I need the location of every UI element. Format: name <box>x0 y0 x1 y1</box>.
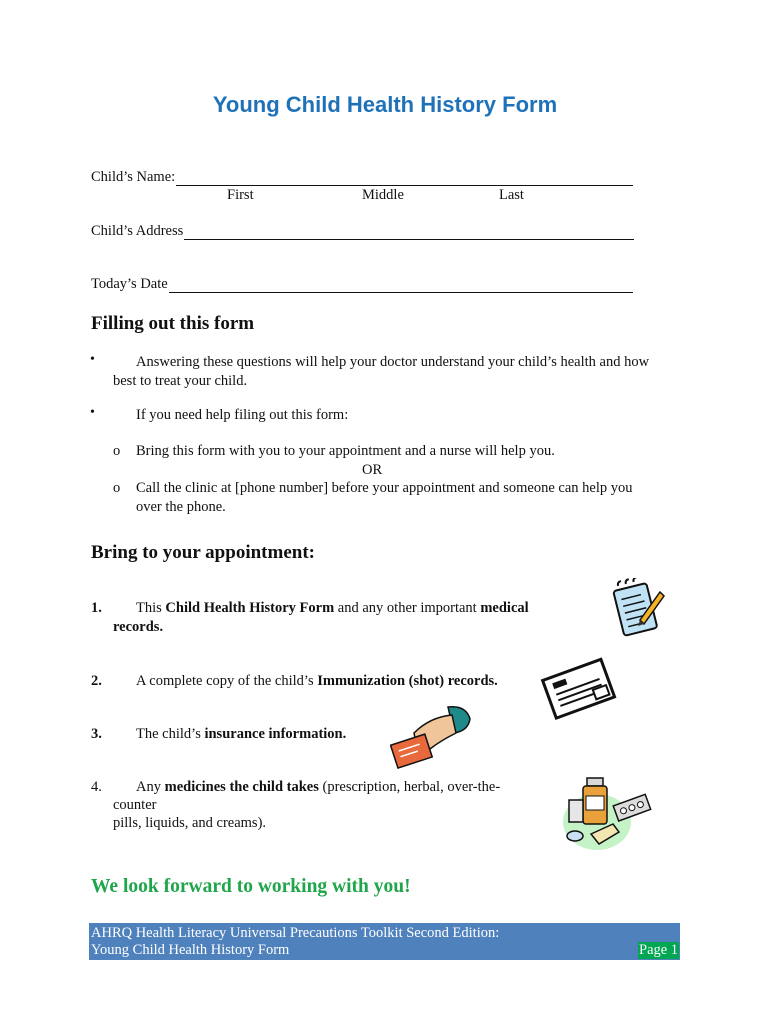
child-name-field[interactable] <box>91 169 633 186</box>
filling-bullet-1: Answering these questions will help your doctor understand your child’s health and how <box>136 354 650 370</box>
item-1-part-b: Child Health History Form <box>165 600 335 616</box>
page-number: Page 1 <box>639 942 679 958</box>
child-address-label: Child’s Address <box>91 223 184 239</box>
bring-heading: Bring to your appointment: <box>91 542 315 563</box>
item-4-part-b: medicines the child takes <box>164 779 319 795</box>
item-4-part-c: (prescription, herbal, over-the- <box>318 779 501 795</box>
item-3-part-b: insurance information. <box>204 726 347 742</box>
child-name-line[interactable] <box>176 171 633 186</box>
todays-date-label: Today’s Date <box>91 276 168 292</box>
child-address-line[interactable] <box>184 225 634 240</box>
item-2-part-a: A complete copy of the child’s <box>136 673 318 689</box>
insurance-card-hand-icon <box>390 703 474 771</box>
item-1-number: 1. <box>91 600 102 616</box>
item-4-part-d: counter <box>113 797 157 813</box>
todays-date-field[interactable] <box>91 276 633 293</box>
footer-line-2: Young Child Health History Form <box>91 942 290 958</box>
item-2-number: 2. <box>91 673 102 689</box>
todays-date-line[interactable] <box>169 278 633 293</box>
child-name-label: Child’s Name: <box>91 169 176 185</box>
last-label: Last <box>499 187 524 203</box>
filling-sub-1: Bring this form with you to your appointment and a nurse will help you. <box>136 443 555 459</box>
item-3-text <box>136 726 346 743</box>
sub-bullet-marker: o <box>113 480 121 496</box>
item-4-part-e: pills, liquids, and creams). <box>113 815 267 831</box>
filling-heading: Filling out this form <box>91 313 255 334</box>
item-2-text <box>136 673 498 690</box>
item-1-part-c: and any other important <box>334 600 481 616</box>
sub-bullet-marker: o <box>113 443 121 459</box>
filling-sub-2-cont: over the phone. <box>136 499 226 515</box>
item-4-number: 4. <box>91 779 102 795</box>
item-1-part-e: records. <box>113 619 164 635</box>
item-2-part-b: Immunization (shot) records. <box>317 673 498 689</box>
item-4-text <box>136 779 500 796</box>
medicine-bottles-icon <box>561 776 653 852</box>
filling-bullet-2: If you need help filing out this form: <box>136 407 349 423</box>
immunization-record-icon <box>536 655 620 725</box>
child-address-field[interactable] <box>91 223 634 240</box>
item-3-part-a: The child’s <box>136 726 205 742</box>
footer-line-1: AHRQ Health Literacy Universal Precautions Toolkit Second Edition: <box>91 925 500 941</box>
filling-bullet-1-cont: best to treat your child. <box>113 373 248 389</box>
item-1-part-a: This <box>136 600 166 616</box>
bullet-dot: • <box>90 405 95 420</box>
item-4-part-a: Any <box>136 779 165 795</box>
closing-message: We look forward to working with you! <box>91 876 411 897</box>
item-3-number: 3. <box>91 726 102 742</box>
page-title: Young Child Health History Form <box>212 92 558 117</box>
or-text: OR <box>362 462 383 478</box>
clipboard-pencil-icon <box>610 578 665 638</box>
item-1-text <box>136 600 529 617</box>
middle-label: Middle <box>362 187 404 203</box>
first-label: First <box>227 187 254 203</box>
filling-sub-2: Call the clinic at [phone number] before your appointment and someone can help you <box>136 480 633 496</box>
bullet-dot: • <box>90 352 95 367</box>
item-1-part-d: medical <box>480 600 529 616</box>
